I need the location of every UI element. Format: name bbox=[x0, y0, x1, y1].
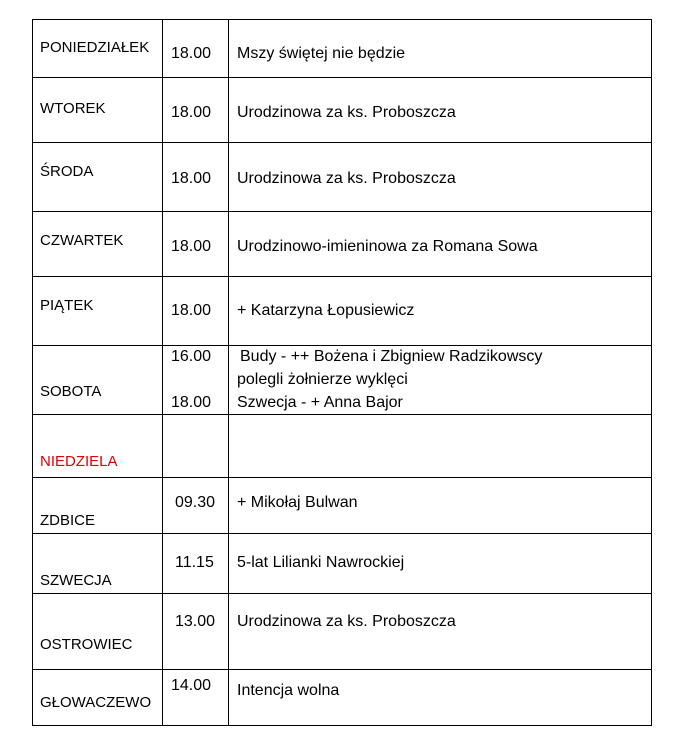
column-divider bbox=[228, 19, 229, 726]
row-divider bbox=[32, 19, 652, 20]
mass-time: 18.00 bbox=[171, 238, 212, 255]
row-divider bbox=[32, 669, 652, 670]
row-divider bbox=[32, 414, 652, 415]
row-divider bbox=[32, 345, 652, 346]
column-divider bbox=[651, 19, 652, 726]
mass-time: 18.00 bbox=[171, 45, 212, 62]
mass-intention: Intencja wolna bbox=[237, 682, 340, 699]
mass-intention: polegli żołnierze wyklęci bbox=[237, 371, 408, 388]
day-label: PIĄTEK bbox=[40, 297, 94, 314]
row-divider bbox=[32, 142, 652, 143]
row-divider bbox=[32, 276, 652, 277]
mass-intention: Budy - ++ Bożena i Zbigniew Radzikowscy bbox=[240, 348, 543, 365]
day-label: ŚRODA bbox=[40, 163, 94, 180]
day-label: CZWARTEK bbox=[40, 232, 124, 249]
column-divider bbox=[162, 19, 163, 726]
mass-time: 18.00 bbox=[171, 104, 212, 121]
day-label: SOBOTA bbox=[40, 383, 102, 400]
row-divider bbox=[32, 725, 652, 726]
mass-time: 16.00 bbox=[171, 348, 212, 365]
mass-intention: 5-lat Lilianki Nawrockiej bbox=[237, 554, 405, 571]
mass-intention: Szwecja - + Anna Bajor bbox=[237, 394, 403, 411]
mass-time: 14.00 bbox=[171, 677, 212, 694]
column-divider bbox=[32, 19, 33, 726]
parish-label: GŁOWACZEWO bbox=[40, 694, 152, 711]
mass-time: 13.00 bbox=[175, 613, 216, 630]
parish-label: SZWECJA bbox=[40, 572, 112, 589]
sunday-label: NIEDZIELA bbox=[40, 453, 118, 470]
day-label: WTOREK bbox=[40, 100, 106, 117]
mass-intention: Mszy świętej nie będzie bbox=[237, 45, 406, 62]
day-label: PONIEDZIAŁEK bbox=[40, 39, 150, 56]
row-divider bbox=[32, 211, 652, 212]
parish-label: ZDBICE bbox=[40, 512, 96, 529]
mass-intention: Urodzinowa za ks. Proboszcza bbox=[237, 104, 456, 121]
mass-time: 09.30 bbox=[175, 494, 216, 511]
row-divider bbox=[32, 77, 652, 78]
mass-schedule-table bbox=[32, 19, 652, 726]
row-divider bbox=[32, 533, 652, 534]
mass-intention: Urodzinowo-imieninowa za Romana Sowa bbox=[237, 238, 538, 255]
mass-time: 18.00 bbox=[171, 302, 212, 319]
row-divider bbox=[32, 477, 652, 478]
mass-intention: + Mikołaj Bulwan bbox=[237, 494, 358, 511]
mass-intention: Urodzinowa za ks. Proboszcza bbox=[237, 613, 456, 630]
parish-label: OSTROWIEC bbox=[40, 636, 133, 653]
row-divider bbox=[32, 593, 652, 594]
mass-time: 11.15 bbox=[175, 554, 214, 571]
mass-time: 18.00 bbox=[171, 394, 212, 411]
mass-time: 18.00 bbox=[171, 170, 212, 187]
mass-intention: + Katarzyna Łopusiewicz bbox=[237, 302, 415, 319]
mass-intention: Urodzinowa za ks. Proboszcza bbox=[237, 170, 456, 187]
